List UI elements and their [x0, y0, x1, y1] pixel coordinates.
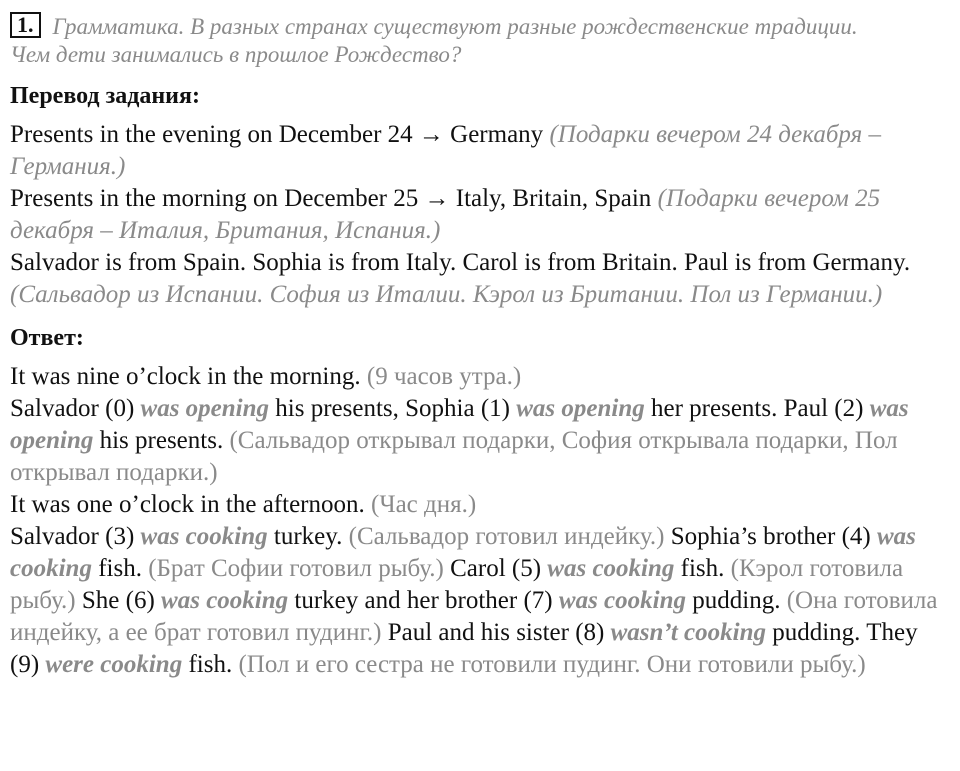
- answer-text: his presents, Sophia (1): [275, 395, 510, 422]
- answer-text: Carol (5): [450, 555, 542, 582]
- answer-sentence-1: [10, 361, 940, 393]
- translation-2-russian: (Подарки вечером 25 декабря – Италия, Британия, Испания.): [10, 185, 881, 244]
- answer-verb-7: was cooking: [558, 587, 686, 614]
- translation-1-english: Presents in the evening on December 24 → Germany: [10, 121, 544, 148]
- answer-russian: (Сальвадор готовил индейку.): [348, 523, 665, 550]
- answer-text: fish.: [188, 651, 233, 678]
- answer-text: Salvador (3): [10, 523, 135, 550]
- translation-paragraph-2: [10, 183, 940, 247]
- answer-3-english: It was one o’clock in the afternoon.: [10, 491, 365, 518]
- answer-heading: Ответ:: [10, 325, 84, 351]
- answer-text: pudding. They (9): [10, 619, 918, 678]
- translation-2-english: Presents in the morning on December 25 → Italy, Britain, Spain: [10, 185, 652, 212]
- answer-paragraph-2: [10, 393, 940, 489]
- answer-verb-1: was opening: [516, 395, 645, 422]
- answer-3-russian: (Час дня.): [371, 491, 477, 518]
- translation-1-russian: (Подарки вечером 24 декабря – Германия.): [10, 121, 881, 180]
- translation-paragraph-3: [10, 247, 940, 311]
- answer-russian: (Кэрол готовила рыбу.): [10, 555, 904, 614]
- answer-text: her presents. Paul (2): [651, 395, 864, 422]
- answer-verb-3: was cooking: [140, 523, 268, 550]
- answer-text: Sophia’s brother (4): [670, 523, 871, 550]
- answer-text: fish.: [98, 555, 142, 582]
- answer-verb-9: were cooking: [45, 651, 183, 678]
- answer-2-russian: (Сальвадор открывал подарки, София открывала подарки, Пол открывал подарки.): [10, 427, 898, 486]
- answer-text: pudding.: [692, 587, 781, 614]
- answer-text: turkey.: [273, 523, 343, 550]
- answer-paragraph-4: [10, 521, 940, 681]
- answer-verb-4: was cooking: [10, 523, 916, 582]
- document-page: [10, 12, 940, 681]
- answer-text: fish.: [680, 555, 725, 582]
- task-line-2: Чем дети занимались в прошлое Рождество?: [10, 42, 462, 67]
- answer-text: Salvador (0): [10, 395, 135, 422]
- answer-text: She (6): [81, 587, 155, 614]
- translation-3-english: Salvador is from Spain. Sophia is from Italy. Carol is from Britain. Paul is from Germany.: [10, 249, 911, 276]
- answer-russian: (Она готовила индейку, а ее брат готовил пудинг.): [10, 587, 938, 646]
- task-number-badge: 1.: [10, 12, 41, 38]
- answer-verb-8: wasn’t cooking: [610, 619, 766, 646]
- answer-verb-6: was cooking: [161, 587, 289, 614]
- translation-3-russian: (Сальвадор из Испании. София из Италии. Кэрол из Британии. Пол из Германии.): [10, 281, 883, 308]
- translation-paragraph-1: [10, 119, 940, 183]
- answer-verb-5: was cooking: [547, 555, 675, 582]
- task-line-1: Грамматика. В разных странах существуют разные рождественские традиции.: [52, 14, 858, 39]
- task-statement: [10, 12, 940, 69]
- answer-russian: (Пол и его сестра не готовили пудинг. Они готовили рыбу.): [238, 651, 866, 678]
- answer-russian: (Брат Софии готовил рыбу.): [148, 555, 444, 582]
- answer-text: turkey and her brother (7): [294, 587, 553, 614]
- answer-sentence-3: [10, 489, 940, 521]
- answer-text: his presents.: [99, 427, 224, 454]
- answer-verb-2: was opening: [10, 395, 909, 454]
- answer-verb-0: was opening: [140, 395, 270, 422]
- translation-heading: Перевод задания:: [10, 83, 200, 109]
- answer-text: Paul and his sister (8): [387, 619, 605, 646]
- answer-1-english: It was nine o’clock in the morning.: [10, 363, 361, 390]
- answer-1-russian: (9 часов утра.): [366, 363, 522, 390]
